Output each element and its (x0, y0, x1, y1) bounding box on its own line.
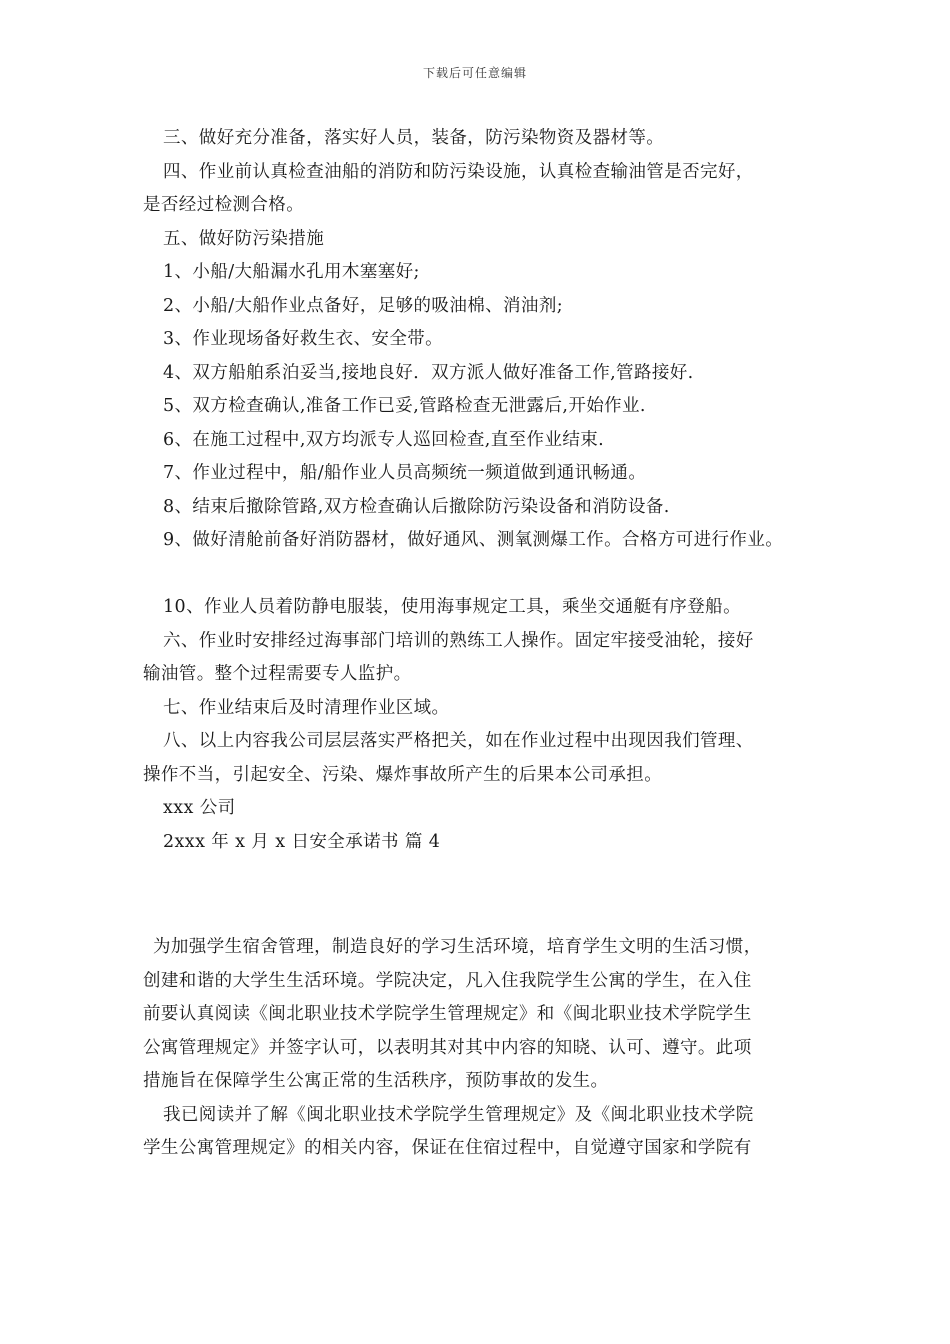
paragraph-line: 操作不当，引起安全、污染、爆炸事故所产生的后果本公司承担。 (143, 764, 663, 785)
list-item: 6、在施工过程中,双方均派专人巡回检查,直至作业结束. (163, 429, 605, 450)
paragraph-line: 创建和谐的大学生生活环境。学院决定，凡入住我院学生公寓的学生，在入住 (143, 970, 752, 991)
paragraph-line: 公寓管理规定》并签字认可，以表明其对其中内容的知晓、认可、遵守。此项 (143, 1037, 752, 1058)
list-item: 1、小船/大船漏水孔用木塞塞好; (163, 262, 420, 282)
list-item: 4、双方船舶系泊妥当,接地良好．双方派人做好准备工作,管路接好. (163, 362, 694, 383)
paragraph-line: 是否经过检测合格。 (143, 195, 305, 215)
list-item: 10、作业人员着防静电服装，使用海事规定工具，乘坐交通艇有序登船。 (163, 597, 741, 617)
document-title: 2xxx 年 x 月 x 日安全承诺书 篇 4 (163, 831, 441, 852)
paragraph-line: 七、作业结束后及时清理作业区域。 (163, 697, 450, 718)
paragraph-line: 四、作业前认真检查油船的消防和防污染设施，认真检查输油管是否完好， (163, 161, 754, 182)
paragraph-line: 我已阅读并了解《闽北职业技术学院学生管理规定》及《闽北职业技术学院 (163, 1104, 754, 1125)
list-item: 9、做好清舱前备好消防器材，做好通风、测氧测爆工作。合格方可进行作业。 (163, 530, 784, 550)
blank-line (143, 558, 823, 592)
list-item: 8、结束后撤除管路,双方检查确认后撤除防污染设备和消防设备. (163, 496, 670, 517)
section-heading: 五、做好防污染措施 (163, 228, 325, 249)
paragraph-line: 学生公寓管理规定》的相关内容，保证在住宿过程中，自觉遵守国家和学院有 (143, 1138, 752, 1158)
paragraph-line: 为加强学生宿舍管理，制造良好的学习生活环境，培育学生文明的生活习惯， (153, 937, 762, 957)
page-header-note: 下载后可任意编辑 (422, 66, 527, 80)
document-body (143, 122, 823, 1166)
paragraph-line: 前要认真阅读《闽北职业技术学院学生管理规定》和《闽北职业技术学院学生 (143, 1004, 752, 1024)
paragraph-line: 八、以上内容我公司层层落实严格把关，如在作业过程中出现因我们管理、 (163, 731, 754, 751)
company-name: xxx 公司 (163, 798, 236, 818)
list-item: 5、双方检查确认,准备工作已妥,管路检查无泄露后,开始作业. (163, 396, 646, 416)
blank-line (143, 859, 823, 931)
paragraph-line: 三、做好充分准备，落实好人员，装备，防污染物资及器材等。 (163, 128, 665, 148)
paragraph-line: 措施旨在保障学生公寓正常的生活秩序，预防事故的发生。 (143, 1071, 609, 1091)
list-item: 2、小船/大船作业点备好，足够的吸油棉、消油剂; (163, 295, 564, 316)
paragraph-line: 输油管。整个过程需要专人监护。 (143, 664, 412, 684)
list-item: 7、作业过程中，船/船作业人员高频统一频道做到通讯畅通。 (163, 463, 647, 483)
paragraph-line: 六、作业时安排经过海事部门培训的熟练工人操作。固定牢接受油轮，接好 (163, 630, 754, 651)
list-item: 3、作业现场备好救生衣、安全带。 (163, 329, 444, 349)
